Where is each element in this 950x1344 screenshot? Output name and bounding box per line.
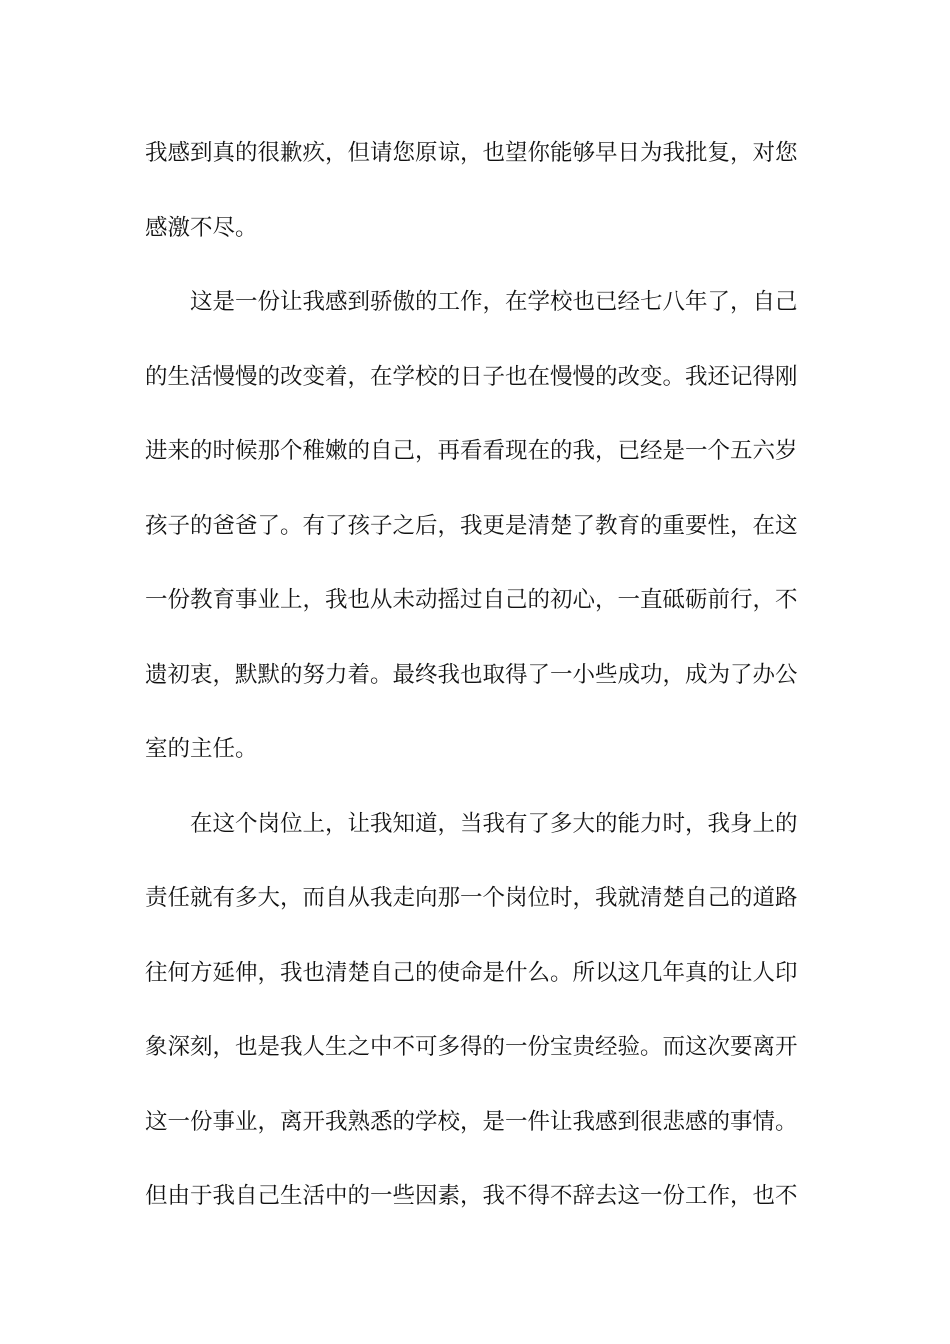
text-line: 的生活慢慢的改变着，在学校的日子也在慢慢的改变。我还记得刚 bbox=[145, 363, 798, 390]
text-line: 孩子的爸爸了。有了孩子之后，我更是清楚了教育的重要性，在这 bbox=[145, 512, 798, 539]
text-line: 遗初衷，默默的努力着。最终我也取得了一小些成功，成为了办公 bbox=[145, 661, 798, 688]
text-line: 一份教育事业上，我也从未动摇过自己的初心，一直砥砺前行，不 bbox=[145, 587, 798, 613]
text-line: 象深刻，也是我人生之中不可多得的一份宝贵经验。而这次要离开 bbox=[145, 1034, 798, 1060]
text-line: 责任就有多大，而自从我走向那一个岗位时，我就清楚自己的道路 bbox=[145, 885, 798, 911]
text-line: 感激不尽。 bbox=[145, 214, 258, 241]
text-line: 但由于我自己生活中的一些因素，我不得不辞去这一份工作，也不 bbox=[145, 1183, 798, 1209]
paragraph-start-line: 在这个岗位上，让我知道，当我有了多大的能力时，我身上的 bbox=[190, 810, 798, 837]
text-line: 这一份事业，离开我熟悉的学校，是一件让我感到很悲感的事情。 bbox=[145, 1108, 798, 1135]
text-line: 进来的时候那个稚嫩的自己，再看看现在的我，已经是一个五六岁 bbox=[145, 438, 798, 464]
document-body bbox=[145, 125, 807, 1243]
text-line: 往何方延伸，我也清楚自己的使命是什么。所以这几年真的让人印 bbox=[145, 959, 798, 986]
text-line: 我感到真的很歉疚，但请您原谅，也望你能够早日为我批复，对您 bbox=[145, 140, 798, 166]
text-line: 室的主任。 bbox=[145, 736, 258, 762]
paragraph-start-line: 这是一份让我感到骄傲的工作，在学校也已经七八年了，自己 bbox=[190, 289, 798, 315]
